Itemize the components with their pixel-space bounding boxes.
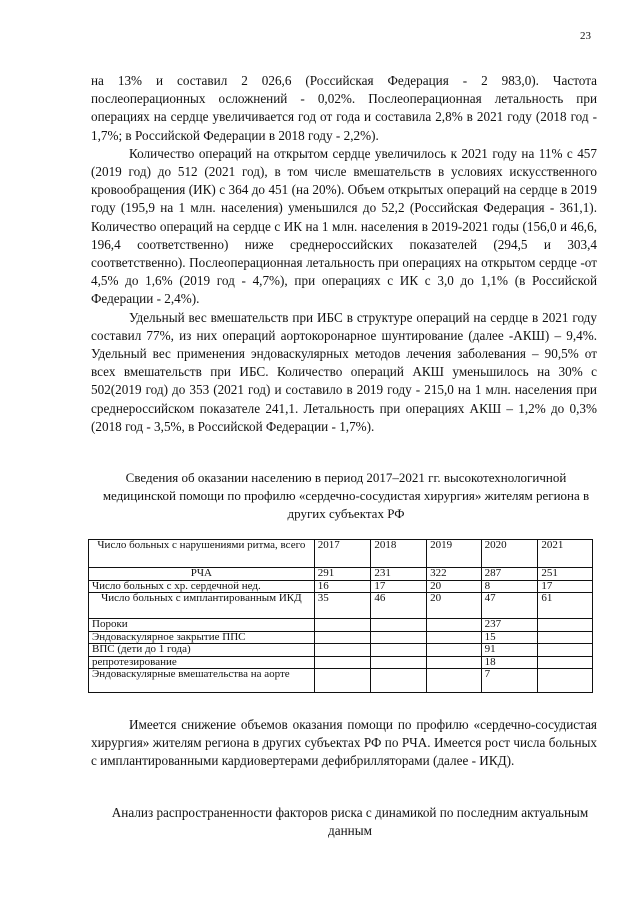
table-cell: 7 [481, 669, 538, 693]
table-cell: 287 [481, 568, 538, 581]
table-cell [427, 656, 482, 669]
table-cell [538, 619, 593, 632]
table-cell: Эндоваскулярное закрытие ППС [89, 631, 315, 644]
table-cell: Число больных с нарушениями ритма, всего [89, 540, 315, 568]
table-cell: 17 [538, 580, 593, 593]
table-row [89, 540, 593, 568]
table-cell [314, 644, 371, 657]
year-header: 2017 [314, 540, 371, 568]
table-cell [427, 631, 482, 644]
table-cell: репротезирование [89, 656, 315, 669]
table-cell [538, 669, 593, 693]
paragraph: Удельный вес вмешательств при ИБС в структуре операций на сердце в 2021 году составил 77%, из них операций аортокоронарное шунтирование (далее -АКШ) – 9,4%. Удельный вес применения эндоваскулярных методов лечения заболевания – 90,5% от всех вмешательств при ИБС. Количество операций АКШ уменьшилось на 30% с 502(2019 год) до 353 (2021 год) и составило в 2019 году - 215,0 на 1 млн. населения при среднероссийском показателе 241,1. Летальность при операциях АКШ – 1,2% до 0,3% (2018 год - 3,5%, в Российской Федерации - 1,7%). [91, 309, 597, 434]
year-header: 2021 [538, 540, 593, 568]
table-cell [314, 669, 371, 693]
table-cell: Пороки [89, 619, 315, 632]
table-row [89, 619, 593, 632]
table-cell: 35 [314, 593, 371, 619]
table-cell [427, 619, 482, 632]
table-cell [538, 656, 593, 669]
table-row [89, 593, 593, 619]
table-row [89, 644, 593, 657]
paragraph: на 13% и составил 2 026,6 (Российская Федерация - 2 983,0). Частота послеоперационных осложнений - 0,02%. Послеоперационная летальность при операциях на сердце увеличивается год от года и составила 2,8% в 2021 году (2018 год - 1,7%; в Российской Федерации в 2018 году - 2,2%). [91, 73, 597, 143]
table-cell: 47 [481, 593, 538, 619]
table-cell: 20 [427, 580, 482, 593]
table-cell: 46 [371, 593, 427, 619]
table-row [89, 568, 593, 581]
table-cell: 237 [481, 619, 538, 632]
table-cell: Число больных с хр. сердечной нед. [89, 580, 315, 593]
table-cell: 20 [427, 593, 482, 619]
vmp-table [88, 539, 593, 693]
paragraph: Количество операций на открытом сердце увеличилось к 2021 году на 11% с 457 (2019 год) до 512 (2021 год), в том числе вмешательств в условиях искусственного кровообращения (ИК) с 364 до 451 (на 20%). Объем открытых операций на сердце в 2019 году (195,9 на 1 млн. населения) уменьшился до 52,2 (Российская Федерация - 361,1). Количество операций на сердце с ИК на 1 млн. населения в 2019-2021 годы (156,0 и 46,6, 196,4 соответственно) ниже среднероссийских показателей (294,5 и 303,4 соответственно). Послеоперационная летальность при операциях на открытом сердце -от 4,5% до 1,6% (2019 год - 4,7%), при операциях с ИК с 3,0 до 1,1% (в Российской Федерации - 2,4%). [91, 145, 597, 307]
year-header: 2018 [371, 540, 427, 568]
year-header: 2019 [427, 540, 482, 568]
table-cell: Эндоваскулярные вмешательства на аорте [89, 669, 315, 693]
table-cell: 16 [314, 580, 371, 593]
table-cell: 61 [538, 593, 593, 619]
table-cell: 18 [481, 656, 538, 669]
paragraph: Имеется снижение объемов оказания помощи по профилю «сердечно-сосудистая хирургия» жителям региона в других субъектах РФ по РЧА. Имеется рост числа больных с имплантированными кардиовертерами дефибрилляторами (далее - ИКД). [91, 717, 597, 769]
table-row [89, 580, 593, 593]
conclusion-text [91, 716, 597, 771]
body-text [91, 72, 597, 436]
table-cell: 8 [481, 580, 538, 593]
table-cell [427, 669, 482, 693]
table-caption: Сведения об оказании населению в период 2017–2021 гг. высокотехнологичной медицинской помощи по профилю «сердечно-сосудистая хирургия» жителям региона в других субъектах РФ [102, 470, 590, 521]
table-cell [314, 631, 371, 644]
table-cell [538, 644, 593, 657]
table-cell [371, 669, 427, 693]
table-cell: 322 [427, 568, 482, 581]
table-cell [427, 644, 482, 657]
table-cell [538, 631, 593, 644]
table-cell [371, 631, 427, 644]
table-cell: РЧА [89, 568, 315, 581]
table-cell [314, 619, 371, 632]
table-cell: 231 [371, 568, 427, 581]
table-cell: Число больных с имплантированным ИКД [89, 593, 315, 619]
table-cell: ВПС (дети до 1 года) [89, 644, 315, 657]
table-row [89, 656, 593, 669]
table-row [89, 631, 593, 644]
table-cell [371, 644, 427, 657]
table-cell [371, 656, 427, 669]
table-cell: 291 [314, 568, 371, 581]
table-cell: 91 [481, 644, 538, 657]
table-cell [314, 656, 371, 669]
table-cell [371, 619, 427, 632]
section-heading: Анализ распространенности факторов риска с динамикой по последним актуальным данным [111, 805, 589, 838]
table-cell: 15 [481, 631, 538, 644]
table-cell: 17 [371, 580, 427, 593]
page-number: 23 [580, 30, 591, 42]
table-row [89, 669, 593, 693]
year-header: 2020 [481, 540, 538, 568]
table-cell: 251 [538, 568, 593, 581]
